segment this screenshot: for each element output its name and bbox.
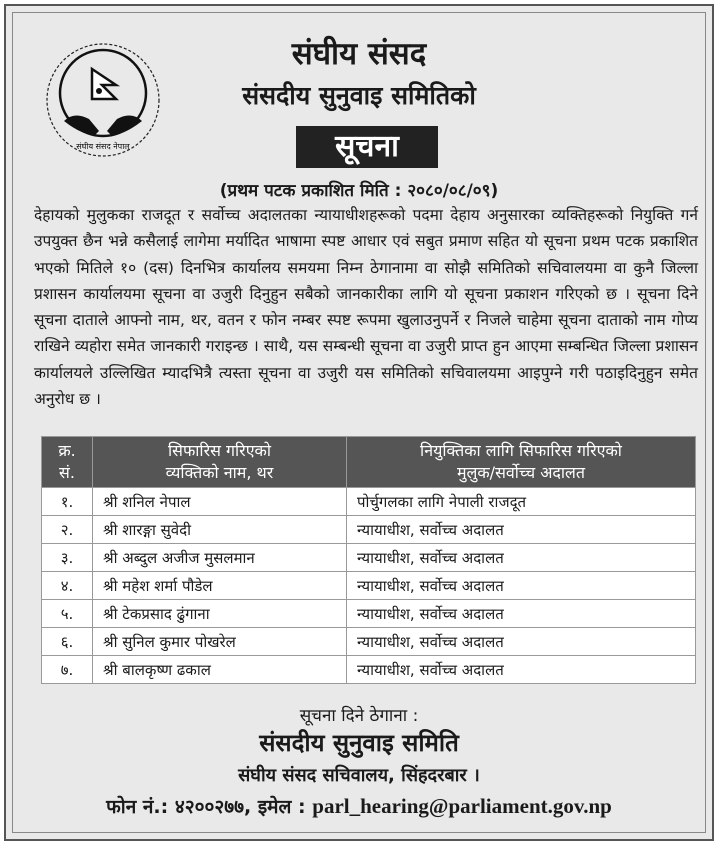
cell-serial: ७. [42, 656, 93, 684]
cell-serial: ४. [42, 572, 93, 600]
cell-name: श्री टेकप्रसाद ढुंगाना [93, 600, 347, 628]
email-link[interactable]: parl_hearing@parliament.gov.np [312, 794, 612, 818]
table-row [42, 516, 696, 544]
page-title: संघीय संसद [291, 36, 427, 72]
committee-subtitle: संसदीय सुनुवाइ समितिको [242, 81, 476, 110]
cell-post: न्यायाधीश, सर्वोच्च अदालत [347, 572, 696, 600]
cell-post: न्यायाधीश, सर्वोच्च अदालत [347, 600, 696, 628]
cell-post: न्यायाधीश, सर्वोच्च अदालत [347, 544, 696, 572]
published-date: (प्रथम पटक प्रकाशित मिति : २०८०/०८/०९) [219, 181, 499, 201]
office-address: संघीय संसद सचिवालय, सिंहदरबार । [238, 765, 480, 786]
cell-serial: ३. [42, 544, 93, 572]
committee-name: संसदीय सुनुवाइ समिति [259, 729, 459, 757]
recommendation-table [41, 436, 696, 684]
contact-line [6, 793, 712, 819]
header-serial: क्र. सं. [42, 437, 93, 488]
cell-serial: ६. [42, 628, 93, 656]
cell-serial: १. [42, 488, 93, 516]
cell-name: श्री अब्दुल अजीज मुसलमान [93, 544, 347, 572]
header-post: नियुक्तिका लागि सिफारिस गरिएको मुलुक/सर्वोच्च अदालत [347, 437, 696, 488]
table-row [42, 656, 696, 684]
table-row [42, 572, 696, 600]
cell-post: पोर्चुगलका लागि नेपाली राजदूत [347, 488, 696, 516]
cell-name: श्री शनिल नेपाल [93, 488, 347, 516]
cell-serial: २. [42, 516, 93, 544]
cell-post: न्यायाधीश, सर्वोच्च अदालत [347, 656, 696, 684]
table-row [42, 488, 696, 516]
cell-post: न्यायाधीश, सर्वोच्च अदालत [347, 516, 696, 544]
table-row [42, 628, 696, 656]
phone-text: फोन नं.: ४२००२७७, इमेल : [106, 796, 313, 818]
table-row [42, 544, 696, 572]
notice-body: देहायको मुलुकका राजदूत र सर्वोच्च अदालतका न्यायाधीशहरूको पदमा देहाय अनुसारका व्यक्तिहरूको नियुक्ति गर्न उपयुक्त छैन भन्ने कसैलाई लागेमा मर्यादित भाषामा स्पष्ट आधार एवं सबुत प्रमाण सहित यो सूचना प्रथम पटक प्रकाशित भएको मितिले १० (दस) दिनभित्र कार्यालय समयमा निम्न ठेगानामा वा सोझै समितिको सचिवालयमा वा कुनै जिल्ला प्रशासन कार्यालयमा सूचना वा उजुरी दिनुहुन सबैको जानकारीका लागि यो सूचना प्रकाशन गरिएको छ । सूचना दिने सूचना दाताले आफ्नो नाम, थर, वतन र फोन नम्बर स्पष्ट रूपमा खुलाउनुपर्ने र निजले चाहेमा सूचना दाताको नाम गोप्य राखिने व्यहोरा समेत जानकारी गराइन्छ । साथै, यस सम्बन्धी सूचना वा उजुरी प्राप्त हुन आएमा सम्बन्धित जिल्ला प्रशासन कार्यालयले उल्लिखित म्यादभित्रै त्यस्ता सूचना वा उजुरी यस समितिको सचिवालयमा आइपुग्ने गरी पठाइदिनुहुन समेत अनुरोध छ । [34, 206, 698, 409]
cell-serial: ५. [42, 600, 93, 628]
cell-post: न्यायाधीश, सर्वोच्च अदालत [347, 628, 696, 656]
notice-label: सूचना [296, 126, 438, 168]
cell-name: श्री शारङ्गा सुवेदी [93, 516, 347, 544]
notice-page [4, 4, 714, 841]
address-label: सूचना दिने ठेगाना : [299, 706, 419, 726]
cell-name: श्री महेश शर्मा पौडेल [93, 572, 347, 600]
header-name: सिफारिस गरिएको व्यक्तिको नाम, थर [93, 437, 347, 488]
cell-name: श्री सुनिल कुमार पोखरेल [93, 628, 347, 656]
table-header-row [42, 437, 696, 488]
cell-name: श्री बालकृष्ण ढकाल [93, 656, 347, 684]
table-row [42, 600, 696, 628]
svg-text:संघीय संसद नेपाल: संघीय संसद नेपाल [76, 142, 130, 151]
